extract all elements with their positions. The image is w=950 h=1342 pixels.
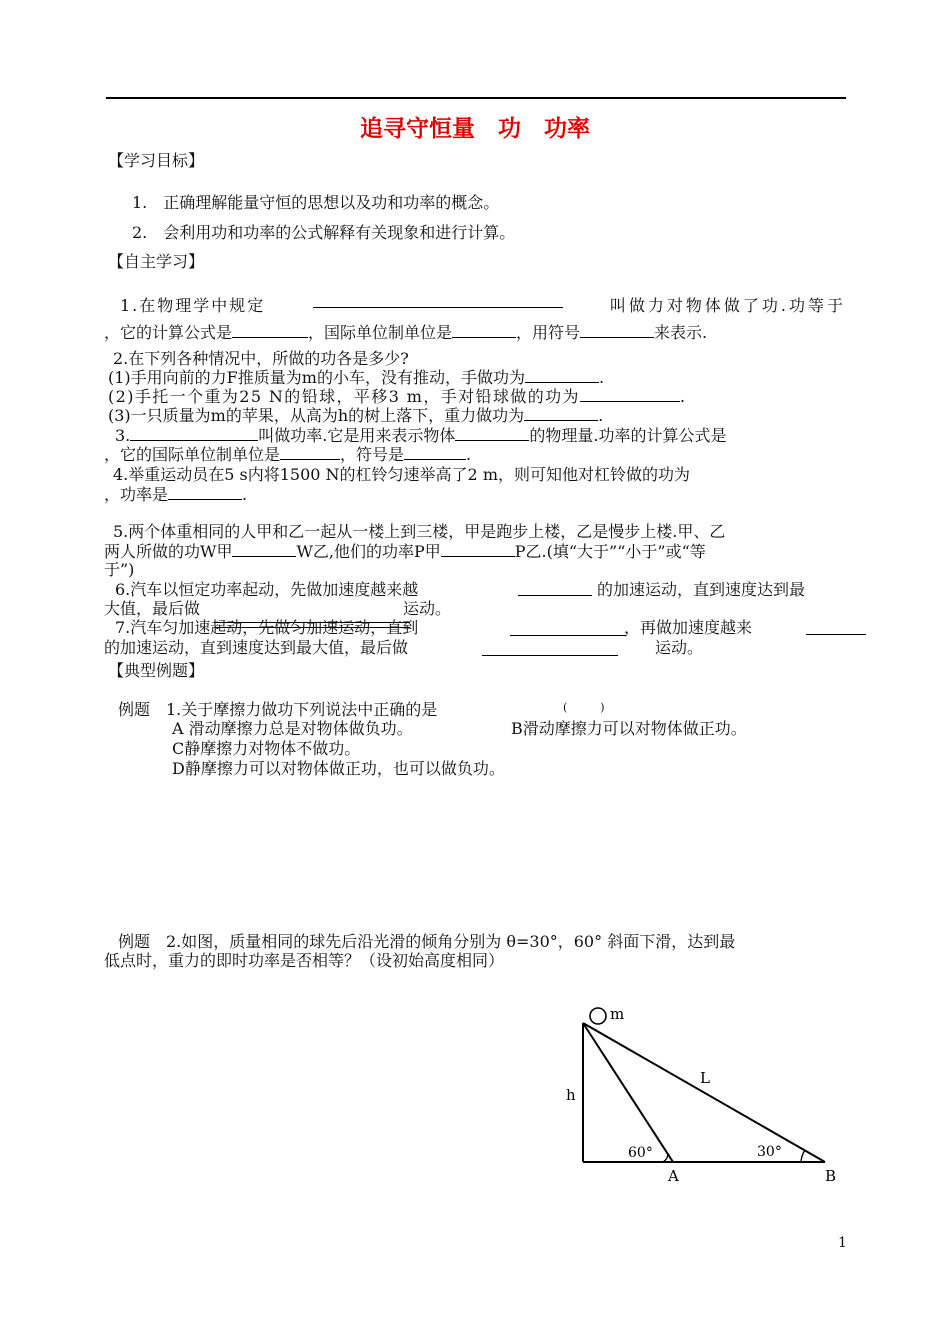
q5-text-d: P乙.(填“大于”“小于”或“等 <box>514 542 706 561</box>
q1-text-e: ，用符号 <box>516 323 581 342</box>
label-B: B <box>825 1167 837 1185</box>
example-1-question: 例题 1.关于摩擦力做功下列说法中正确的是 <box>118 700 438 719</box>
q1-blank-symbol[interactable] <box>580 323 654 338</box>
example-1-option-b: B滑动摩擦力可以对物体做正功。 <box>511 719 747 738</box>
question-2-part-1: (1)手用向前的力F推质量为m的小车，没有推动，手做功为 . <box>108 368 605 387</box>
q6-blank-1[interactable] <box>518 595 592 596</box>
q2-blank-1[interactable] <box>525 368 599 383</box>
example-1-option-c: C静摩擦力对物体不做功。 <box>172 739 361 758</box>
q2-part-1-text: (1)手用向前的力F推质量为m的小车，没有推动，手做功为 <box>108 368 525 387</box>
q1-blank-definition[interactable] <box>313 293 563 308</box>
question-7-line-1: 7.汽车匀加速起动，先做匀加速运动，直到 <box>115 618 419 637</box>
question-6-line-1-end: 的加速运动，直到速度达到最 <box>597 580 806 599</box>
question-1-line-1 <box>120 293 846 316</box>
incline-30 <box>583 1023 825 1162</box>
q3-blank-quantity[interactable] <box>455 426 529 441</box>
q3-blank-symbol[interactable] <box>404 445 466 460</box>
q4-blank-power[interactable] <box>168 485 242 500</box>
q5-text-b: 两人所做的功W甲 <box>104 542 233 561</box>
angle-arc-30 <box>801 1150 805 1162</box>
section-heading-goals: 【学习目标】 <box>108 151 205 170</box>
question-4-line-2: ，功率是 . <box>104 485 248 504</box>
q7-blank-2[interactable] <box>806 634 866 635</box>
question-5-line-2 <box>104 539 706 562</box>
question-6-line-2-end: 运动。 <box>403 599 452 618</box>
q1-text-f: 来表示. <box>654 323 708 342</box>
question-7-line-1-mid: ，再做加速度越来 <box>624 618 753 637</box>
page-number: 1 <box>838 1235 847 1251</box>
question-1-line-2 <box>104 320 707 343</box>
q3-text-a: 3. <box>115 426 131 445</box>
q2-blank-2[interactable] <box>580 387 680 402</box>
q1-blank-formula[interactable] <box>232 323 308 338</box>
label-h: h <box>566 1086 576 1104</box>
question-3-line-2: ，它的国际单位制单位是 ，符号是 . <box>104 445 472 464</box>
question-4-line-1: 4.举重运动员在5 s内将1500 N的杠铃匀速举高了2 m，则可知他对杠铃做的功为 <box>113 465 690 484</box>
label-m: m <box>610 1005 625 1023</box>
q7-blank-3[interactable] <box>482 655 618 656</box>
q3-text-e: ，符号是 <box>340 445 405 464</box>
question-5-line-1: 5.两个体重相同的人甲和乙一起从一楼上到三楼，甲是跑步上楼，乙是慢步上楼.甲、乙 <box>113 522 726 541</box>
q7-blank-1[interactable] <box>510 635 626 636</box>
q1-text-b: 叫做力对物体做了功.功等于 <box>609 296 846 315</box>
question-5-line-3: 于”) <box>104 560 135 579</box>
label-angle-30: 30° <box>757 1144 782 1160</box>
q1-blank-unit[interactable] <box>452 323 516 338</box>
example-1-answer-paren: ( ) <box>563 701 605 714</box>
q2-part-2-text: (2)手托一个重为25 N的铅球，平移3 m，手对铅球做的功为 <box>108 387 580 406</box>
example-1-option-d: D静摩擦力可以对物体做正功，也可以做负功。 <box>172 759 505 778</box>
question-6-line-2-start: 大值，最后做 <box>104 599 201 618</box>
q3-text-c: 的物理量.功率的计算公式是 <box>529 426 727 445</box>
q2-part-3-text: (3)一只质量为m的苹果，从高为h的树上落下，重力做功为 <box>108 406 525 425</box>
q1-text-d: ，国际单位制单位是 <box>308 323 453 342</box>
goal-item-1: 1. 正确理解能量守恒的思想以及功和功率的概念。 <box>132 193 500 212</box>
q5-blank-work[interactable] <box>232 542 296 557</box>
page-title: 追寻守恒量 功 功率 <box>360 115 590 142</box>
example-2-question-line-1: 例题 2.如图，质量相同的球先后沿光滑的倾角分别为 θ=30°，60° 斜面下滑，达到最 <box>118 932 736 951</box>
section-heading-examples: 【典型例题】 <box>108 661 205 680</box>
question-2-part-3: (3)一只质量为m的苹果，从高为h的树上落下，重力做功为 . <box>108 406 604 425</box>
q3-text-b: 叫做功率.它是用来表示物体 <box>258 426 456 445</box>
question-7-line-2-end: 运动。 <box>655 638 704 657</box>
label-angle-60: 60° <box>628 1145 653 1161</box>
goal-item-2: 2. 会利用功和功率的公式解释有关现象和进行计算。 <box>132 223 516 242</box>
question-6-line-1: 6.汽车以恒定功率起动，先做加速度越来越 <box>115 580 419 599</box>
q3-blank-unit[interactable] <box>280 445 340 460</box>
q5-blank-power[interactable] <box>441 542 515 557</box>
q4-text-b: ，功率是 <box>104 485 169 504</box>
incline-figure <box>555 1000 855 1200</box>
incline-60 <box>583 1023 673 1162</box>
q3-blank-term[interactable] <box>130 426 258 441</box>
label-L: L <box>700 1069 710 1087</box>
ball-icon <box>590 1008 606 1024</box>
question-2-head: 2.在下列各种情况中，所做的功各是多少? <box>113 349 409 368</box>
example-2-question-line-2: 低点时，重力的即时功率是否相等？（设初始高度相同） <box>104 951 505 970</box>
label-A: A <box>668 1167 679 1185</box>
section-heading-self-study: 【自主学习】 <box>108 252 205 271</box>
q3-text-d: ，它的国际单位制单位是 <box>104 445 281 464</box>
question-7-line-2-start: 的加速运动，直到速度达到最大值，最后做 <box>104 638 409 657</box>
q1-text-c: ，它的计算公式是 <box>104 323 233 342</box>
top-rule <box>106 97 846 99</box>
q5-text-c: W乙,他们的功率P甲 <box>296 542 441 561</box>
q1-text-a: 1.在物理学中规定 <box>120 296 266 315</box>
question-2-part-2: (2)手托一个重为25 N的铅球，平移3 m，手对铅球做的功为 . <box>108 387 686 406</box>
q2-blank-3[interactable] <box>524 406 598 421</box>
example-1-option-a: A 滑动摩擦力总是对物体做负功。 <box>172 719 413 738</box>
